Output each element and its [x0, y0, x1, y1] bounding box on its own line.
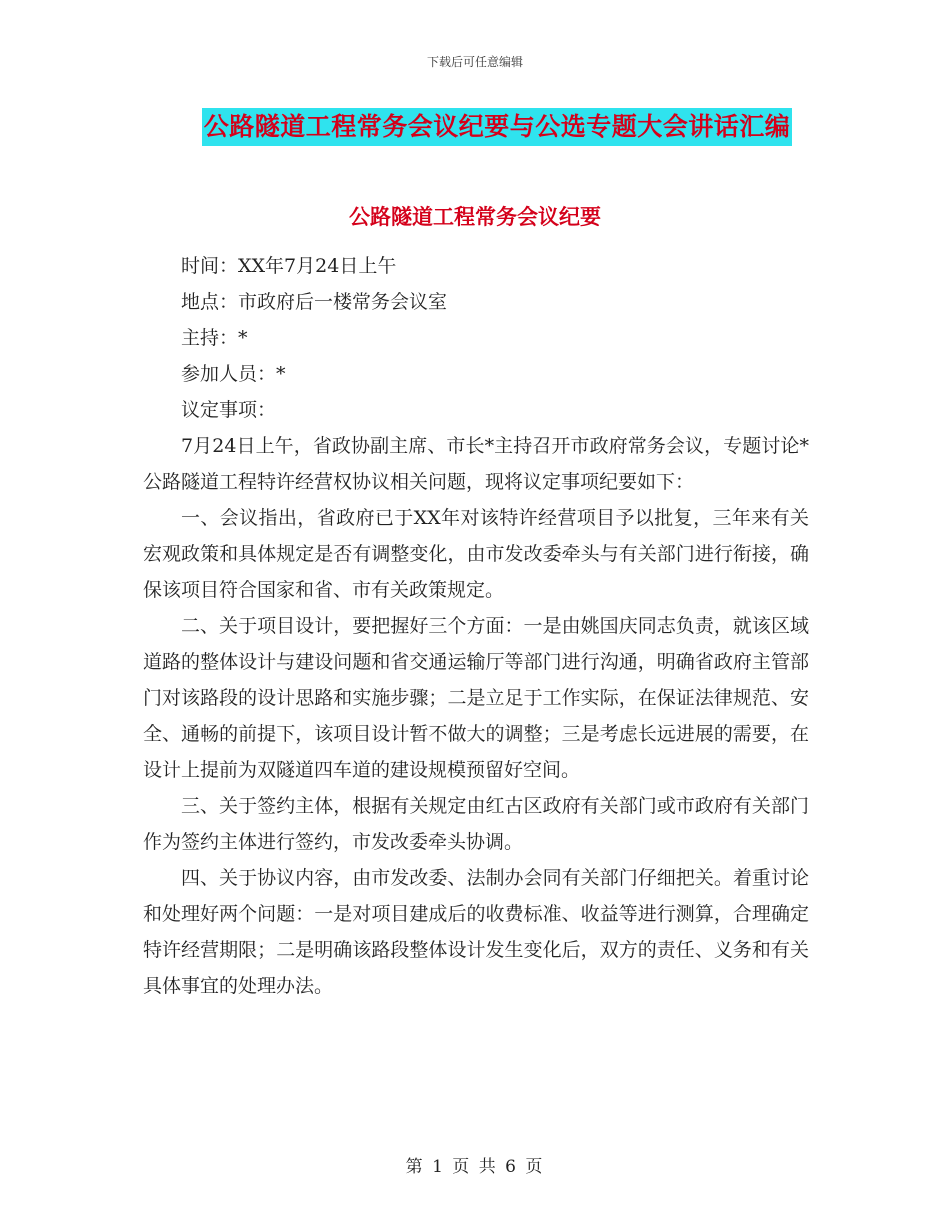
meta-time: 时间：XX年7月24日上午: [181, 255, 397, 277]
meta-host: 主持：*: [181, 327, 248, 349]
paragraph-item-4: 四、关于协议内容，由市发改委、法制办会同有关部门仔细把关。着重讨论和处理好两个问题：一是对项目建成后的收费标准、收益等进行测算，合理确定特许经营期限；二是明确该路段整体设计发生变化后，双方的责任、义务和有关具体事宜的处理办法。: [143, 867, 809, 997]
paragraph-item-3: 三、关于签约主体，根据有关规定由红古区政府有关部门或市政府有关部门作为签约主体进行签约，市发改委牵头协调。: [143, 795, 809, 853]
meta-attendees: 参加人员：*: [181, 363, 286, 385]
paragraph-item-1: 一、会议指出，省政府已于XX年对该特许经营项目予以批复，三年来有关宏观政策和具体规定是否有调整变化，由市发改委牵头与有关部门进行衔接，确保该项目符合国家和省、市有关政策规定。: [143, 507, 809, 601]
page-footer: 第 1 页 共 6 页: [405, 1157, 545, 1177]
meta-place: 地点：市政府后一楼常务会议室: [181, 291, 448, 313]
document-title: 公路隧道工程常务会议纪要与公选专题大会讲话汇编: [202, 108, 793, 146]
document-body: [143, 248, 809, 1004]
document-title-wrap: [0, 108, 950, 146]
section-title: 公路隧道工程常务会议纪要: [349, 205, 601, 229]
paragraph-intro: 7月24日上午，省政协副主席、市长*主持召开市政府常务会议，专题讨论*公路隧道工程特许经营权协议相关问题，现将议定事项纪要如下：: [143, 435, 809, 493]
header-note: 下载后可任意编辑: [426, 55, 523, 69]
paragraph-item-2: 二、关于项目设计，要把握好三个方面：一是由姚国庆同志负责，就该区域道路的整体设计与建设问题和省交通运输厅等部门进行沟通，明确省政府主管部门对该路段的设计思路和实施步骤；二是立足于工作实际，在保证法律规范、安全、通畅的前提下，该项目设计暂不做大的调整；三是考虑长远进展的需要，在设计上提前为双隧道四车道的建设规模预留好空间。: [143, 615, 809, 781]
meta-matters: 议定事项：: [181, 399, 277, 421]
